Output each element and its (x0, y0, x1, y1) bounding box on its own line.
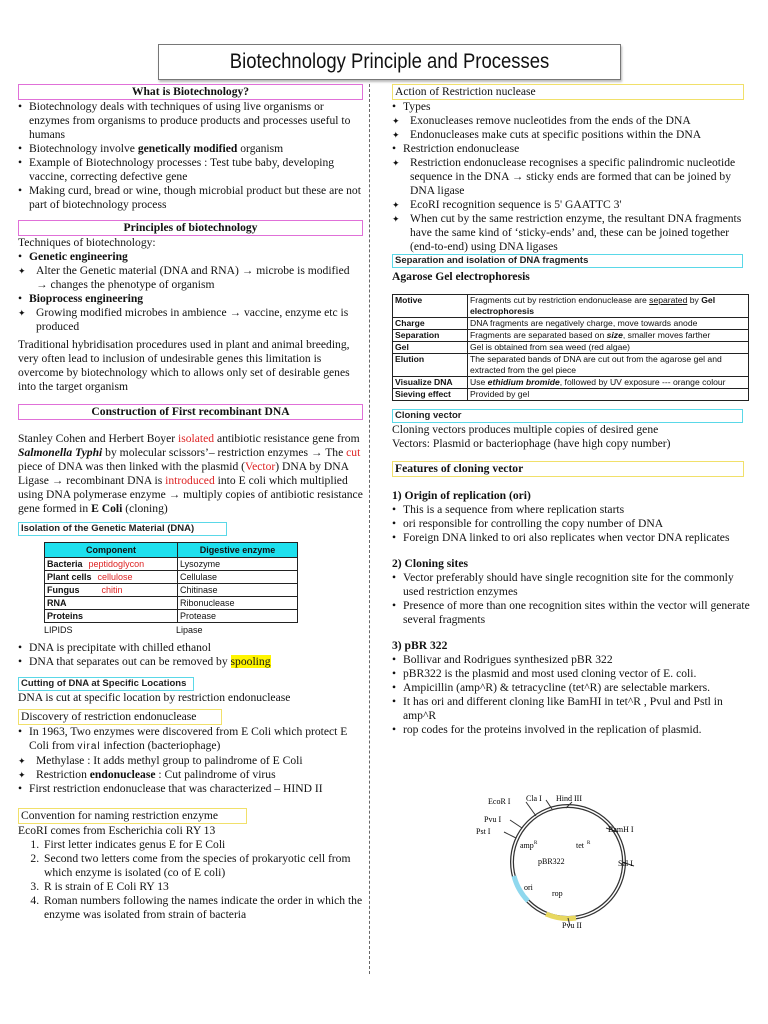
cutting-list (18, 725, 363, 796)
list-item: ✦ When cut by the same restriction enzyme, the resultant DNA fragments have the same kind of ‘sticky-ends’ and, these can be joined together (end-to-end) using DNA ligases (392, 212, 752, 254)
cloning-heading: Cloning vector (392, 409, 743, 423)
table-row: Plant cells cellulose Cellulase (45, 571, 298, 584)
svg-text:R: R (534, 841, 538, 846)
title-box (158, 44, 621, 80)
cloning-line: Cloning vectors produces multiple copies of desired gene (392, 423, 659, 436)
list-item: • Bollivar and Rodrigues synthesized pBR 322 (392, 653, 752, 667)
features-heading: Features of cloning vector (392, 461, 744, 477)
cloning-sites-list (392, 571, 752, 627)
table-row: Sieving effect Provided by gel (393, 389, 749, 401)
construction-paragraph: Stanley Cohen and Herbert Boyer isolated antibiotic resistance gene from Salmonella Typhi by molecular scissors’– restriction enzymes → The cut piece of DNA was then linked with the plasmid (Vector) DNA by DNA Ligase → recombinant DNA is introduced into E coli which multiplied using DNA polymerase enzyme → multiply copies of antibiotic resistance gene formed in E Coli (cloning) (18, 432, 363, 515)
list-item: • rop codes for the proteins involved in the replication of plasmid. (392, 723, 752, 737)
ori-list (392, 503, 752, 545)
gel-table (392, 294, 749, 401)
pst-line (504, 832, 516, 838)
pst-label: Pst I (476, 827, 491, 836)
pvu2-label: Pvu II (562, 921, 582, 930)
digest-table (44, 542, 298, 623)
table-row: Separation Fragments are separated based on size, smaller moves farther (393, 330, 749, 342)
pbr322-plasmid-diagram (458, 780, 688, 940)
list-item: • Ampicillin (amp^R) & tetracycline (tet^R) are selectable markers. (392, 681, 752, 695)
list-item: • Genetic engineering (18, 250, 363, 264)
list-item: • DNA that separates out can be removed by spooling (18, 655, 363, 669)
action-heading: Action of Restriction nuclease (392, 84, 744, 100)
list-item: • Types (392, 100, 752, 114)
list-item: ✦ Growing modified microbes in ambience → vaccine, enzyme etc is produced (18, 306, 363, 334)
cutting-line: DNA is cut at specific location by restriction endonuclease (18, 691, 291, 704)
table-row: Bacteria peptidoglycon Lysozyme (45, 558, 298, 571)
table-row: Elution The separated bands of DNA are cut out from the agarose gel and extracted from the gel piece (393, 354, 749, 377)
list-item: • Restriction endonuclease (392, 142, 752, 156)
tet-label: tet (576, 841, 584, 850)
column-divider (369, 84, 370, 974)
sal-label: Sal I (618, 859, 633, 868)
pvu1-line (510, 820, 522, 828)
convention-line: EcoRI comes from Escherichia coli RY 13 (18, 824, 216, 837)
pvu1-label: Pvu I (484, 815, 502, 824)
list-item: • Biotechnology deals with techniques of using live organisms or enzymes from organisms to produce products and processes useful to humans (18, 100, 363, 142)
list-item: ✦ EcoRI recognition sequence is 5' GAATTC 3' (392, 198, 752, 212)
cloning-line: Vectors: Plasmid or bacteriophage (have high copy number) (392, 437, 671, 450)
list-item: • Presence of more than one recognition sites within the vector will generate several fragments (392, 599, 752, 627)
table-row: Proteins Protease (45, 610, 298, 623)
list-item: • pBR322 is the plasmid and most used cloning vector of E. coli. (392, 667, 752, 681)
list-item: ✦ Exonucleases remove nucleotides from the ends of the DNA (392, 114, 752, 128)
left-column (18, 84, 363, 922)
principles-intro: Techniques of biotechnology: (18, 236, 156, 249)
ori-heading: 1) Origin of replication (ori) (392, 489, 531, 502)
principles-list (18, 250, 363, 334)
table-row: Gel Gel is obtained from sea weed (red algae) (393, 342, 749, 354)
list-item: 4. Roman numbers following the names indicate the order in which the enzyme was isolated from strain of bacteria (42, 894, 363, 922)
rop-label: rop (552, 889, 563, 898)
what-heading: What is Biotechnology? (18, 84, 363, 100)
page-title: Biotechnology Principle and Processes (229, 50, 550, 73)
right-column (392, 84, 752, 737)
table-row: Visualize DNA Use ethidium bromide, followed by UV exposure --- orange colour (393, 377, 749, 389)
table-header: Component (45, 543, 178, 558)
plasmid-name: pBR322 (538, 857, 565, 866)
list-item: ✦ Restriction endonuclease : Cut palindrome of virus (18, 768, 363, 782)
list-item: • Biotechnology involve genetically modified organism (18, 142, 363, 156)
list-item: 2. Second two letters come from the species of prokaryotic cell from which enzyme is isolated (co of E coli) (42, 852, 363, 880)
list-item: • Bioprocess engineering (18, 292, 363, 306)
list-item: ✦ Restriction endonuclease recognises a specific palindromic nucleotide sequence in the DNA → sticky ends are formed that can be joined by DNA ligase (392, 156, 752, 198)
hind-label: Hind III (556, 794, 582, 803)
ecori-label: EcoR I (488, 797, 511, 806)
list-item: • In 1963, Two enzymes were discovered from E Coli which protect E Coli from viral infection (bacteriophage) (18, 725, 363, 754)
list-item: 1. First letter indicates genus E for E Coli (42, 838, 363, 852)
table-row: RNA Ribonuclease (45, 597, 298, 610)
table-row: Motive Fragments cut by restriction endonuclease are separated by Gel electrophoresis (393, 295, 749, 318)
list-item: • It has ori and different cloning like BamHI in tet^R , Pvul and Pstl in amp^R (392, 695, 752, 723)
convention-list (18, 838, 363, 922)
isolation-list (18, 641, 363, 669)
list-item: • This is a sequence from where replication starts (392, 503, 752, 517)
table-row: Charge DNA fragments are negatively charge, move towards anode (393, 318, 749, 330)
separation-heading: Separation and isolation of DNA fragments (392, 254, 743, 268)
lipids-row: LIPIDS Lipase (44, 625, 203, 635)
cutting-heading: Cutting of DNA at Specific Locations (18, 677, 194, 691)
list-item: ✦ Endonucleases make cuts at specific positions within the DNA (392, 128, 752, 142)
action-list (392, 100, 752, 254)
list-item: • First restriction endonuclease that was characterized – HIND II (18, 782, 363, 796)
what-list (18, 100, 363, 212)
principles-paragraph: Traditional hybridisation procedures used in plant and animal breeding, very often lead to inclusion of undesirable genes this limitation is overcome by biotechnology which to allows only set of desirable genes into the target organism (18, 338, 350, 393)
pbr-heading: 3) pBR 322 (392, 639, 448, 652)
principles-heading: Principles of biotechnology (18, 220, 363, 236)
construction-heading: Construction of First recombinant DNA (18, 404, 363, 420)
pbr-list (392, 653, 752, 737)
list-item: • Foreign DNA linked to ori also replicates when vector DNA replicates (392, 531, 752, 545)
list-item: • Making curd, bread or wine, though microbial product but these are not part of biotechnology process (18, 184, 363, 212)
table-header: Digestive enzyme (178, 543, 298, 558)
svg-text:R: R (587, 841, 591, 846)
rop-arc (546, 914, 576, 919)
convention-heading: Convention for naming restriction enzyme (18, 808, 247, 824)
list-item: ✦ Methylase : It adds methyl group to palindrome of E Coli (18, 754, 363, 768)
cloning-sites-heading: 2) Cloning sites (392, 557, 469, 570)
separation-subheading: Agarose Gel electrophoresis (392, 270, 530, 283)
list-item: • ori responsible for controlling the copy number of DNA (392, 517, 752, 531)
list-item: ✦ Alter the Genetic material (DNA and RNA) → microbe is modified → changes the phenotype of organism (18, 264, 363, 292)
plasmid-ring-inner (512, 806, 624, 918)
ori-label: ori (524, 883, 533, 892)
list-item: 3. R is strain of E Coli RY 13 (42, 880, 363, 894)
ecori-line (526, 802, 536, 816)
list-item: • DNA is precipitate with chilled ethanol (18, 641, 363, 655)
bam-label: BamH I (608, 825, 634, 834)
table-row: Fungus chitin Chitinase (45, 584, 298, 597)
isolation-heading: Isolation of the Genetic Material (DNA) (18, 522, 227, 536)
cla-label: Cla I (526, 794, 542, 803)
amp-label: amp (520, 841, 534, 850)
discovery-heading: Discovery of restriction endonuclease (18, 709, 222, 725)
list-item: • Vector preferably should have single recognition site for the commonly used restriction enzymes (392, 571, 752, 599)
list-item: • Example of Biotechnology processes : Test tube baby, developing vaccine, correcting defective gene (18, 156, 363, 184)
